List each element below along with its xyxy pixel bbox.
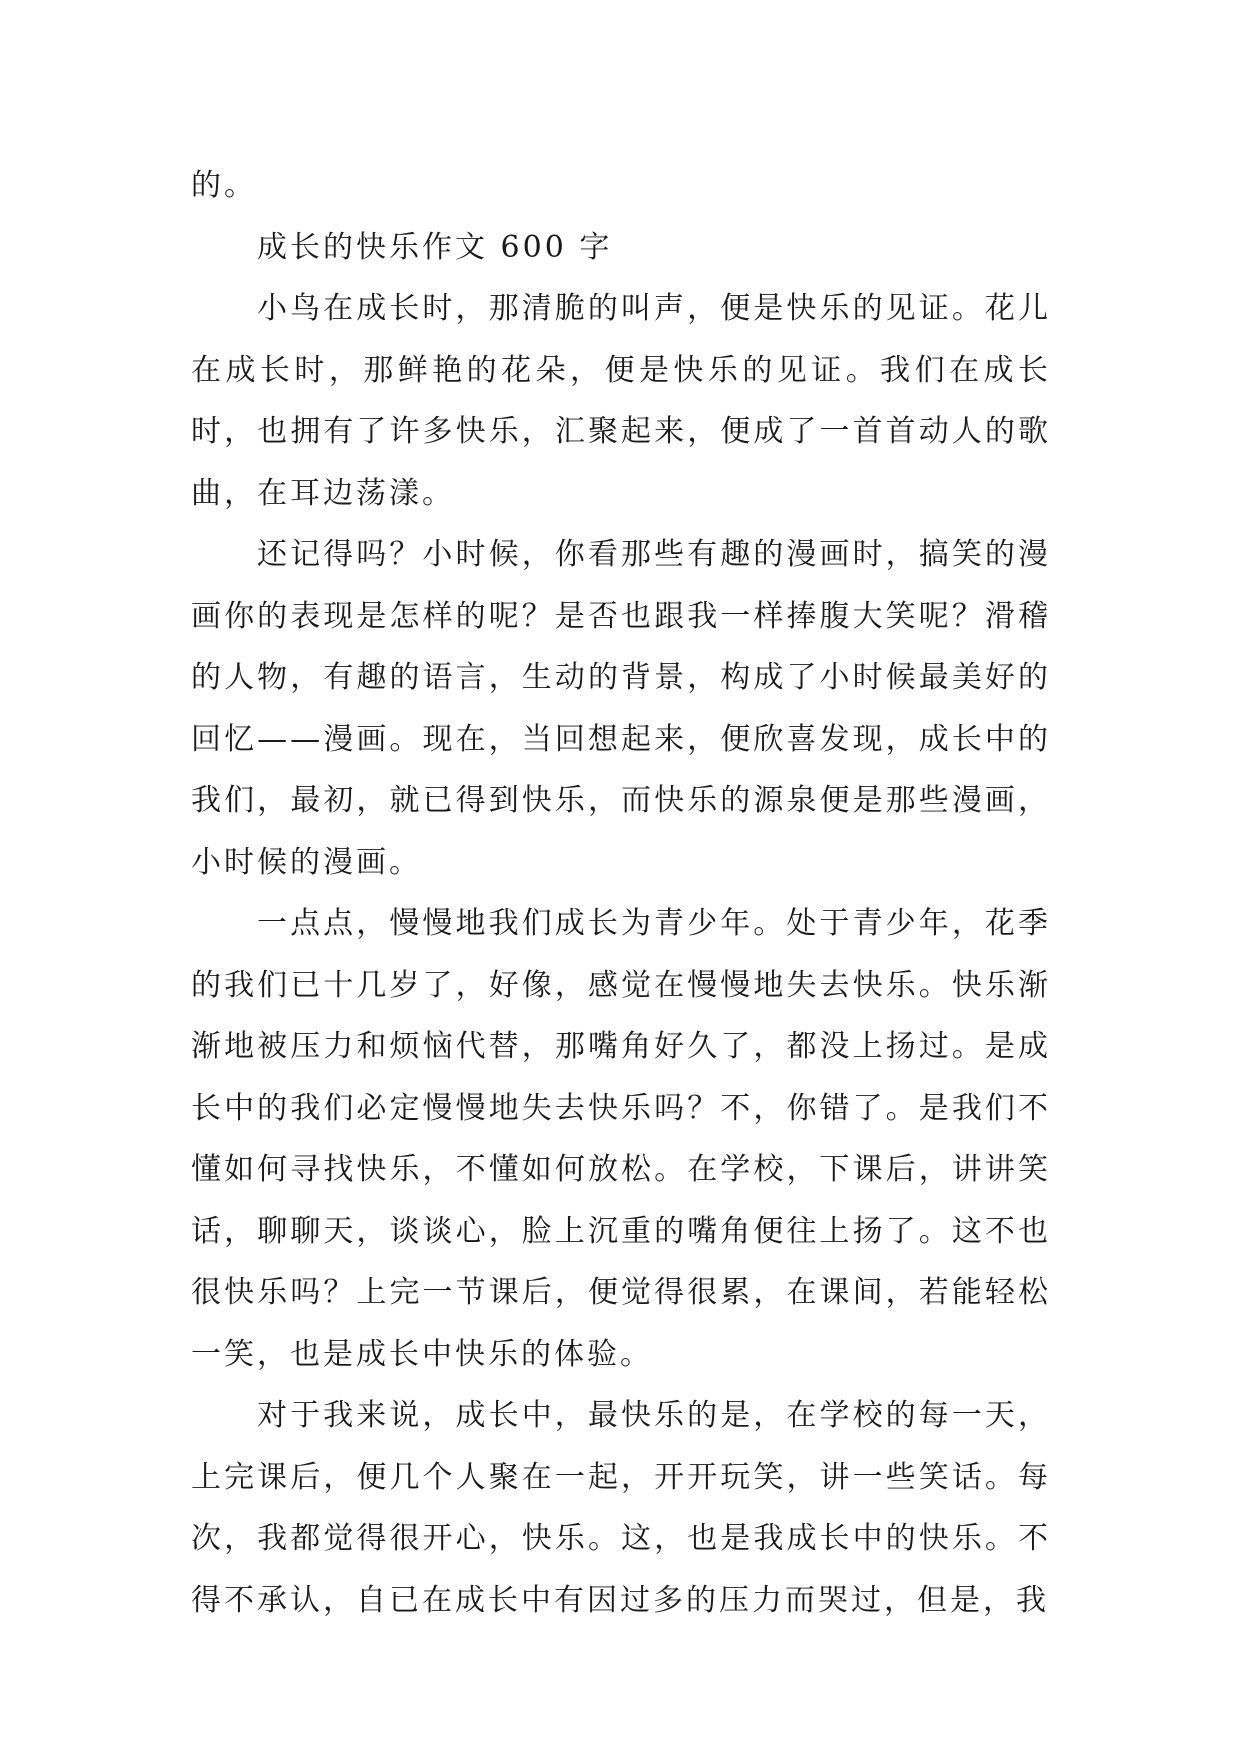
document-body	[191, 155, 1051, 1631]
paragraph-1: 小鸟在成长时，那清脆的叫声，便是快乐的见证。花儿在成长时，那鲜艳的花朵，便是快乐的见证。我们在成长时，也拥有了许多快乐，汇聚起来，便成了一首首动人的歌曲，在耳边荡漾。	[191, 291, 1051, 511]
lead-fragment: 的。	[191, 168, 257, 203]
paragraph-3: 一点点，慢慢地我们成长为青少年。处于青少年，花季的我们已十几岁了，好像，感觉在慢慢地失去快乐。快乐渐渐地被压力和烦恼代替，那嘴角好久了，都没上扬过。是成长中的我们必定慢慢地失去快乐吗？不，你错了。是我们不懂如何寻找快乐，不懂如何放松。在学校，下课后，讲讲笑话，聊聊天，谈谈心，脸上沉重的嘴角便往上扬了。这不也很快乐吗？上完一节课后，便觉得很累，在课间，若能轻松一笑，也是成长中快乐的体验。	[191, 906, 1051, 1372]
essay-heading: 成长的快乐作文 600 字	[257, 229, 613, 265]
paragraph-4: 对于我来说，成长中，最快乐的是，在学校的每一天，上完课后，便几个人聚在一起，开开玩笑，讲一些笑话。每次，我都觉得很开心，快乐。这，也是我成长中的快乐。不得不承认，自已在成长中有因过多的压力而哭过，但是，我	[191, 1398, 1051, 1618]
paragraph-2: 还记得吗？小时候，你看那些有趣的漫画时，搞笑的漫画你的表现是怎样的呢？是否也跟我一样捧腹大笑呢？滑稽的人物，有趣的语言，生动的背景，构成了小时候最美好的回忆——漫画。现在，当回想起来，便欣喜发现，成长中的我们，最初，就已得到快乐，而快乐的源泉便是那些漫画，小时候的漫画。	[191, 537, 1051, 880]
